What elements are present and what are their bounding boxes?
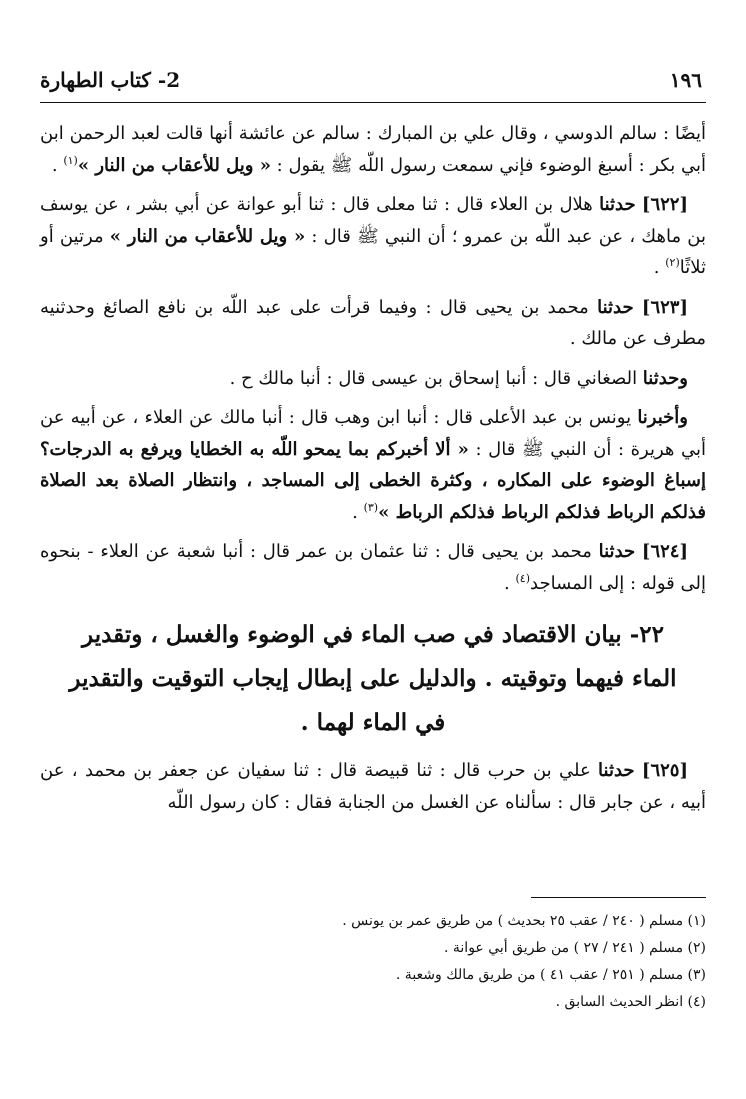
narration-lead: حدثنا — [598, 541, 636, 562]
page-number: ١٩٦ — [669, 68, 702, 92]
hadith-quote: « ألا أخبركم بما يمحو اللّه به الخطايا ويرفع به الدرجات؟ إسباغ الوضوء على المكاره ، وكثرة الخطى إلى المساجد ، وانتظار الصلاة بعد الصلاة فذلكم الرباط فذلكم الرباط فذلكم الرباط » — [40, 438, 706, 523]
hadith-number: [٦٢٥] — [641, 760, 688, 781]
hadith-623-chain-2: وحدثنا الصغاني قال : أنبا إسحاق بن عيسى قال : أنبا مالك ح . — [229, 367, 688, 389]
footnote-ref: (١) — [63, 153, 78, 167]
narration-lead: حدثنا — [597, 296, 634, 318]
footnote-ref: (٢) — [665, 256, 680, 269]
footnote-ref: (٣) — [363, 500, 379, 514]
hadith-number: [٦٢٣] — [641, 296, 688, 318]
footnote-divider — [531, 897, 706, 898]
page-header — [40, 62, 706, 103]
hadith-625: [٦٢٥] حدثنا علي بن حرب قال : ثنا قبيصة قال : ثنا سفيان عن جعفر بن محمد ، عن أبيه ، عن جابر قال : سألناه عن الغسل من الجنابة فقال : كان رسول اللّه — [40, 760, 706, 813]
narration-lead: وحدثنا — [642, 367, 688, 389]
hadith-quote: « ويل للأعقاب من النار » — [109, 225, 306, 247]
hadith-623: [٦٢٣] حدثنا محمد بن يحيى قال : وفيما قرأت على عبد اللّه بن نافع الصائغ وحدثنيه مطرف عن مالك . — [40, 296, 706, 349]
hadith-number: [٦٢٤] — [641, 541, 688, 562]
footnotes — [40, 908, 706, 1016]
narration-lead: حدثنا — [599, 194, 636, 215]
paragraph-continuation: أيضًا : سالم الدوسي ، وقال علي بن المبارك : سالم عن عائشة أنها قالت لعبد الرحمن ابن أبي بكر : أسبغ الوضوء فإني سمعت رسول اللّه ﷺ يقول : « ويل للأعقاب من النار »$^{(١)}$ . — [40, 123, 706, 176]
hadith-622: [٦٢٢] حدثنا هلال بن العلاء قال : ثنا معلى قال : ثنا أبو عوانة عن أبي بشر ، عن يوسف بن ماهك ، عن عبد اللّه بن عمرو ؛ أن النبي ﷺ قال : « ويل للأعقاب من النار » مرتين أو ثلاثًا$^{(٢)}$ . — [40, 194, 706, 278]
footnote-4: (٤) انظر الحديث السابق . — [555, 994, 706, 1010]
footnote-1: (١) مسلم ( ٢٤٠ / عقب ٢٥ بحديث ) من طريق عمر بن يونس . — [342, 913, 706, 929]
page-body — [40, 118, 706, 826]
hadith-number: [٦٢٢] — [641, 194, 688, 215]
hadith-623-chain-3: وأخبرنا يونس بن عبد الأعلى قال : أنبا ابن وهب قال : أنبا مالك عن العلاء ، عن أبيه عن أبي هريرة : أن النبي ﷺ قال : « ألا أخبركم بما يمحو اللّه به الخطايا ويرفع به الدرجات؟ إسباغ الوضوء على المكاره ، وكثرة الخطى إلى المساجد ، وانتظار الصلاة بعد الصلاة فذلكم الرباط فذلكم الرباط فذلكم الرباط »$^{(٣)}$ . — [40, 407, 706, 523]
hadith-624: [٦٢٤] حدثنا محمد بن يحيى قال : ثنا عثمان بن عمر قال : أنبا شعبة عن العلاء - بنحوه إلى قوله : إلى المساجد$^{(٤)}$ . — [40, 541, 706, 594]
chapter-title: 2- كتاب الطهارة — [40, 68, 181, 92]
footnote-3: (٣) مسلم ( ٢٥١ / عقب ٤١ ) من طريق مالك وشعبة . — [395, 967, 706, 983]
hadith-quote: « ويل للأعقاب من النار » — [77, 154, 271, 176]
footnote-ref: (٤) — [515, 571, 531, 585]
section-heading: ٢٢- بيان الاقتصاد في صب الماء في الوضوء والغسل ، وتقدير الماء فيهما وتوقيته . والدليل على إبطال إيجاب التوقيت والتقدير في الماء لهما . — [69, 621, 677, 736]
narration-lead: حدثنا — [598, 760, 635, 781]
narration-lead: وأخبرنا — [637, 407, 688, 428]
footnote-2: (٢) مسلم ( ٢٤١ / ٢٧ ) من طريق أبي عوانة . — [444, 940, 706, 956]
